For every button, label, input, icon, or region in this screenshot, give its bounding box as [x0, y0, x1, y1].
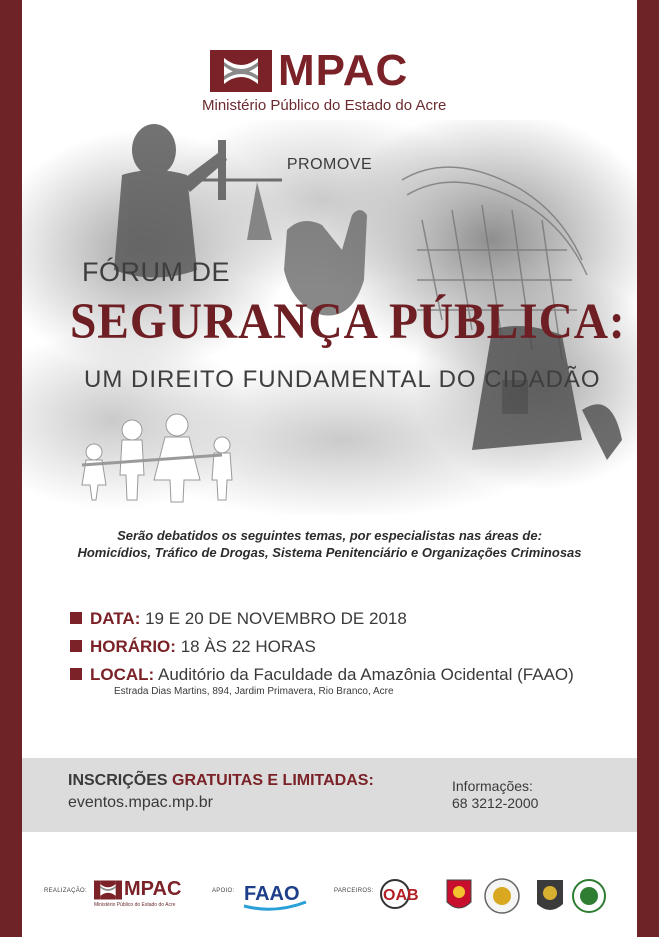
footer-sponsors: [22, 868, 637, 918]
square-bullet-icon: [70, 612, 82, 624]
right-border-bar: [637, 0, 659, 937]
mpac-emblem-icon: [94, 880, 122, 900]
square-bullet-icon: [70, 640, 82, 652]
registration-title: [68, 772, 374, 790]
left-border-bar: [0, 0, 22, 937]
time-row: [70, 637, 630, 665]
parceiros-label: PARCEIROS:: [334, 888, 374, 894]
address-text: Estrada Dias Martins, 894, Jardim Primavera, Rio Branco, Acre: [114, 686, 394, 697]
title-pre: FÓRUM DE: [82, 257, 230, 287]
footer-mpac-name: MPAC: [124, 878, 182, 900]
oab-logo-icon: [381, 880, 419, 908]
footer-mpac-logo: [94, 880, 214, 914]
mpac-logo: [202, 46, 460, 125]
mpac-emblem-icon: [210, 50, 272, 92]
topics-line-2: Homicídios, Tráfico de Drogas, Sistema Penitenciário e Organizações Criminosas: [77, 545, 582, 560]
registration-title-accent: GRATUITAS E LIMITADAS:: [172, 772, 374, 789]
info-phone: 68 3212-2000: [452, 795, 539, 811]
round-seal-icon: [485, 879, 519, 913]
footer-mpac-subtitle: Ministério Público do Estado do Acre: [94, 902, 176, 908]
registration-url[interactable]: eventos.mpac.mp.br: [68, 794, 213, 811]
place-label: LOCAL:: [90, 665, 155, 684]
logo-subtitle: Ministério Público do Estado do Acre: [202, 97, 447, 114]
partner-logos: [377, 874, 607, 918]
star-badge-icon: [537, 880, 563, 910]
faao-logo-text: FAAO: [244, 883, 300, 905]
date-label: DATA:: [90, 609, 141, 628]
place-value: Auditório da Faculdade da Amazônia Ocidental (FAAO): [158, 665, 574, 684]
apoio-label: APOIO:: [212, 888, 235, 894]
info-label: Informações:: [452, 778, 533, 794]
square-bullet-icon: [70, 668, 82, 680]
registration-title-prefix: INSCRIÇÕES: [68, 772, 168, 789]
time-value: 18 ÀS 22 HORAS: [180, 637, 316, 656]
topics-text: [22, 527, 637, 561]
date-value: 19 E 20 DE NOVEMBRO DE 2018: [145, 609, 407, 628]
title-subtitle: UM DIREITO FUNDAMENTAL DO CIDADÃO: [84, 366, 601, 393]
date-row: [70, 609, 630, 637]
time-label: HORÁRIO:: [90, 637, 176, 656]
oab-logo-text: OAB: [383, 887, 419, 904]
registration-band: [22, 758, 637, 832]
policia-militar-badge-icon: [447, 880, 471, 908]
faao-logo-icon: [240, 878, 310, 914]
realizacao-label: REALIZAÇÃO:: [44, 888, 87, 894]
topics-line-1: Serão debatidos os seguintes temas, por especialistas nas áreas de:: [117, 528, 542, 543]
event-info-list: [70, 609, 630, 693]
poster: [22, 0, 637, 937]
green-seal-icon: [573, 880, 605, 912]
logo-name: MPAC: [278, 46, 409, 95]
promove-label: PROMOVE: [286, 156, 373, 173]
title-main: SEGURANÇA PÚBLICA:: [70, 294, 626, 350]
faao-logo: [240, 878, 310, 914]
